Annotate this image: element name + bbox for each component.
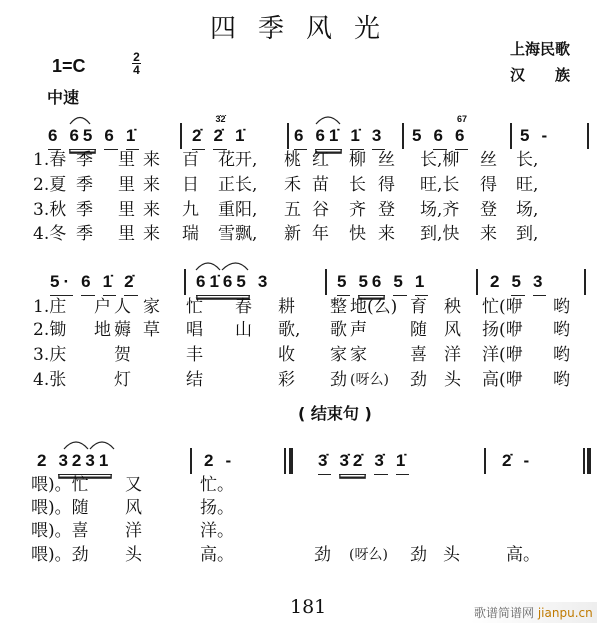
lyric-syllable: 扬。 xyxy=(200,498,234,518)
lyric-syllable: 快 xyxy=(349,224,366,244)
lyric-syllable: 随 xyxy=(410,320,427,340)
note-group xyxy=(81,272,94,296)
tempo-marking: 中速 xyxy=(47,88,80,107)
lyric-syllable: 哟 xyxy=(553,320,570,340)
grace-note: 67 xyxy=(456,114,467,124)
lyric-syllable: 场,齐 xyxy=(420,200,460,220)
lyric-syllable: 季 xyxy=(76,150,93,170)
lyric-syllable: 声 xyxy=(350,320,367,340)
lyric-syllable: 丰 xyxy=(186,345,203,365)
lyric-syllable: 收 xyxy=(278,345,295,365)
lyric-syllable: 来 xyxy=(143,200,160,220)
lyric-syllable: 4.冬 xyxy=(33,224,67,244)
lyric-syllable: 长,柳 xyxy=(420,150,460,170)
bar-line xyxy=(476,269,478,295)
lyric-syllable: 登 xyxy=(378,200,395,220)
note-group xyxy=(235,126,248,149)
note-text: 3̇ xyxy=(318,451,332,470)
note-text: 1̇ xyxy=(395,451,410,470)
lyric-syllable: 耕 xyxy=(278,297,295,317)
watermark-site: 歌谱简谱网 xyxy=(474,606,535,620)
note-text: 6 xyxy=(104,126,118,145)
note-group xyxy=(454,114,469,150)
note-group xyxy=(258,272,271,295)
bar-line xyxy=(325,269,327,295)
lyric-syllable: 2.锄 xyxy=(33,320,67,340)
note-group xyxy=(350,126,363,150)
note-group xyxy=(396,451,409,475)
bar-line xyxy=(587,123,589,149)
note-text: 2 xyxy=(204,451,218,470)
lyric-syllable: 季 xyxy=(76,224,93,244)
song-title: 四季风光 xyxy=(209,14,402,44)
note-text: 6 xyxy=(81,272,95,291)
lyric-syllable: 到, xyxy=(516,224,539,244)
lyric-syllable: 3.庆 xyxy=(33,345,67,365)
lyric-syllable: 哟 xyxy=(553,297,570,317)
note-text: 6 xyxy=(294,126,308,145)
lyric-syllable: 来 xyxy=(480,224,497,244)
lyric-syllable: 家 xyxy=(330,345,347,365)
lyric-syllable: 齐 xyxy=(349,200,366,220)
note-text: 61̇ xyxy=(315,126,343,145)
note-group xyxy=(533,272,546,296)
lyric-syllable: 哟 xyxy=(553,370,570,390)
bar-line xyxy=(484,448,486,474)
lyric-syllable: 头 xyxy=(444,370,461,390)
note-text: 2 xyxy=(37,451,51,470)
lyric-syllable: 劲 xyxy=(330,370,347,390)
note-text: 3 xyxy=(532,272,547,291)
note-text: 2̇ xyxy=(124,272,138,291)
note-text: 5· xyxy=(50,272,74,291)
lyric-syllable: 喜 xyxy=(410,345,427,365)
time-sig-top: 2 xyxy=(133,50,140,64)
song-ethnicity: 汉 族 xyxy=(510,66,571,84)
lyric-syllable: 苗 xyxy=(312,175,329,195)
note-group xyxy=(204,451,217,474)
measure xyxy=(48,126,147,150)
note-group xyxy=(104,126,117,150)
note-group xyxy=(511,272,524,296)
note-text: - xyxy=(541,126,552,145)
lyric-syllable: (呀么) xyxy=(349,547,388,563)
lyric-syllable: 季 xyxy=(76,175,93,195)
lyric-syllable: 得 xyxy=(378,175,395,195)
measure xyxy=(318,451,417,475)
lyric-syllable: 新 xyxy=(284,224,301,244)
note-group xyxy=(337,272,350,296)
lyric-syllable: 扬(咿 xyxy=(482,320,523,340)
note-text: 1̇ xyxy=(125,126,140,145)
lyric-syllable: 贺 xyxy=(114,345,131,365)
slur xyxy=(90,442,114,449)
note-group xyxy=(124,272,137,296)
measure xyxy=(520,126,559,149)
lyric-syllable: 旺,长 xyxy=(420,175,460,195)
lyric-syllable: 洋。 xyxy=(200,521,234,541)
lyric-syllable: 劲 xyxy=(410,545,427,565)
note-text: - xyxy=(225,451,236,470)
note-group xyxy=(213,114,227,150)
lyric-syllable: 谷 xyxy=(312,200,329,220)
measure xyxy=(192,114,256,150)
lyric-syllable: 地 xyxy=(94,320,111,340)
lyric-syllable: 高。 xyxy=(506,545,540,565)
lyric-syllable: 又 xyxy=(125,475,142,495)
note-text: 61̇65 xyxy=(196,272,250,291)
measure xyxy=(294,126,393,150)
lyric-syllable: 风 xyxy=(125,498,142,518)
lyric-syllable: 登 xyxy=(480,200,497,220)
time-sig-bottom: 4 xyxy=(133,63,140,77)
lyric-syllable: 忙 xyxy=(186,297,203,317)
note-text: 5 xyxy=(520,126,534,145)
lyric-syllable: 五 xyxy=(284,200,301,220)
note-group xyxy=(520,126,533,149)
lyric-syllable: 里 xyxy=(118,224,135,244)
lyric-syllable: 秧 xyxy=(444,297,461,317)
lyric-syllable: 来 xyxy=(143,224,160,244)
lyric-syllable: 4.张 xyxy=(33,370,67,390)
lyric-syllable: 家 xyxy=(143,297,160,317)
note-text: 3 xyxy=(257,272,272,291)
note-group xyxy=(192,126,205,150)
lyric-syllable: 头 xyxy=(443,545,460,565)
note-text: 56 xyxy=(358,272,386,291)
note-text: 2 xyxy=(490,272,504,291)
lyric-syllable: 来 xyxy=(143,150,160,170)
note-text: 1̇ xyxy=(234,126,249,145)
lyric-syllable: 瑞 xyxy=(182,224,199,244)
lyric-syllable: 春 xyxy=(235,297,252,317)
lyric-syllable: 场, xyxy=(516,200,539,220)
note-group xyxy=(103,272,116,296)
measure xyxy=(50,272,146,296)
note-text: 6 xyxy=(48,126,62,145)
measure xyxy=(204,451,243,474)
bar-line xyxy=(584,269,586,295)
note-text: 3 xyxy=(371,126,386,145)
note-text: 2̇ xyxy=(213,126,227,145)
lyric-syllable: 桃 xyxy=(284,150,301,170)
lyric-syllable: 2.夏 xyxy=(33,175,67,195)
note-text: 3231 xyxy=(58,451,113,470)
lyric-syllable: 1.春 xyxy=(33,150,67,170)
note-group xyxy=(48,126,61,150)
lyric-syllable: 风 xyxy=(444,320,461,340)
lyric-syllable: 歌, xyxy=(278,320,301,340)
lyric-syllable: 九 xyxy=(182,200,199,220)
lyric-syllable: 整 xyxy=(330,297,347,317)
note-text: 3̇ xyxy=(374,451,388,470)
measure xyxy=(196,272,279,296)
measure xyxy=(490,272,554,296)
lyric-syllable: 重阳, xyxy=(218,200,258,220)
bar-line xyxy=(180,123,182,149)
slur xyxy=(316,117,340,124)
note-group xyxy=(358,272,385,296)
note-group xyxy=(315,126,342,150)
bar-line xyxy=(587,448,591,474)
slur xyxy=(70,118,90,125)
lyric-syllable: 彩 xyxy=(278,370,295,390)
bar-line xyxy=(284,448,286,474)
bar-line xyxy=(510,123,512,149)
measure xyxy=(502,451,541,474)
bar-line xyxy=(190,448,192,474)
lyric-syllable: 丝 xyxy=(480,150,497,170)
lyric-syllable: 来 xyxy=(378,224,395,244)
lyric-syllable: 高。 xyxy=(200,545,234,565)
bar-line xyxy=(583,448,585,474)
lyric-syllable: (呀么) xyxy=(350,372,389,388)
lyric-syllable: 山 xyxy=(235,320,252,340)
note-group xyxy=(523,451,533,474)
note-group xyxy=(372,126,385,150)
note-text: 2̇ xyxy=(192,126,206,145)
lyric-syllable: 头 xyxy=(125,545,142,565)
lyric-syllable: 里 xyxy=(118,200,135,220)
lyric-syllable: 季 xyxy=(76,200,93,220)
watermark-domain: jianpu.cn xyxy=(537,606,593,620)
bar-line xyxy=(289,448,293,474)
note-text: 3̇2̇ xyxy=(339,451,367,470)
lyric-syllable: 1.庄 xyxy=(33,297,67,317)
lyric-syllable: 长, xyxy=(516,150,539,170)
lyric-syllable: 雪飘, xyxy=(218,224,258,244)
note-group xyxy=(415,272,428,296)
slur xyxy=(222,263,248,270)
measure xyxy=(337,272,436,296)
lyric-syllable: 里 xyxy=(118,175,135,195)
lyric-syllable: 旺, xyxy=(516,175,539,195)
slur xyxy=(196,263,220,270)
lyric-syllable: 正长, xyxy=(218,175,258,195)
note-group xyxy=(69,126,96,150)
page-number: 181 xyxy=(290,596,327,618)
slur xyxy=(64,442,88,449)
lyric-syllable: 年 xyxy=(312,224,329,244)
lyric-syllable: 草 xyxy=(143,320,160,340)
note-group xyxy=(58,451,112,475)
note-group xyxy=(433,126,446,150)
note-group xyxy=(412,126,425,149)
lyric-syllable: 洋(咿 xyxy=(482,345,523,365)
bar-line xyxy=(184,269,186,295)
note-group xyxy=(502,451,515,474)
note-text: 65 xyxy=(69,126,97,145)
measure xyxy=(37,451,120,475)
lyric-syllable: 歌 xyxy=(330,320,347,340)
lyric-syllable: 喂)。忙 xyxy=(31,475,89,495)
lyric-syllable: 丝 xyxy=(378,150,395,170)
lyric-syllable: 喂)。劲 xyxy=(31,545,89,565)
ending-section-label: ( 结束句 ) xyxy=(298,404,372,423)
note-text: 5 xyxy=(511,272,525,291)
lyric-syllable: 户 xyxy=(94,297,111,317)
lyric-syllable: 洋 xyxy=(444,345,461,365)
lyric-syllable: 喂)。随 xyxy=(31,498,89,518)
lyric-syllable: 唱 xyxy=(186,320,203,340)
note-group xyxy=(37,451,50,474)
note-text: 5 xyxy=(337,272,351,291)
grace-note: 3̇2̇ xyxy=(215,114,226,124)
lyric-syllable: 劲 xyxy=(314,545,331,565)
lyric-syllable: 高(咿 xyxy=(482,370,523,390)
note-text: 2̇ xyxy=(502,451,516,470)
bar-line xyxy=(402,123,404,149)
lyric-syllable: 育 xyxy=(410,297,427,317)
lyric-syllable: 来 xyxy=(143,175,160,195)
lyric-syllable: 灯 xyxy=(114,370,131,390)
lyric-syllable: 喂)。喜 xyxy=(31,521,89,541)
lyric-syllable: 家 xyxy=(350,345,367,365)
lyric-syllable: 到,快 xyxy=(420,224,460,244)
lyric-syllable: 地(么) xyxy=(350,297,398,317)
note-text: 6 xyxy=(454,126,469,145)
lyric-syllable: 薅 xyxy=(114,320,131,340)
lyric-syllable: 里 xyxy=(118,150,135,170)
note-group xyxy=(374,451,387,475)
lyric-syllable: 3.秋 xyxy=(33,200,67,220)
note-group xyxy=(294,126,307,150)
lyric-syllable: 长 xyxy=(349,175,366,195)
lyric-syllable: 忙(咿 xyxy=(482,297,523,317)
note-group xyxy=(225,451,235,474)
lyric-syllable: 花开, xyxy=(218,150,258,170)
lyric-syllable: 柳 xyxy=(349,150,366,170)
lyric-syllable: 红 xyxy=(312,150,329,170)
note-group xyxy=(541,126,551,149)
lyric-syllable: 禾 xyxy=(284,175,301,195)
note-text: - xyxy=(523,451,534,470)
note-text: 1̇ xyxy=(102,272,117,291)
note-group xyxy=(50,272,73,296)
lyric-syllable: 劲 xyxy=(410,370,427,390)
song-source: 上海民歌 xyxy=(510,40,571,58)
note-text: 1 xyxy=(414,272,429,291)
measure xyxy=(412,114,476,150)
note-text: 5 xyxy=(393,272,407,291)
key-label: 1=C xyxy=(52,56,86,76)
lyric-syllable: 百 xyxy=(182,150,199,170)
note-text: 5 xyxy=(412,126,426,145)
lyric-syllable: 哟 xyxy=(553,345,570,365)
note-text: 6 xyxy=(433,126,447,145)
note-group xyxy=(393,272,406,296)
note-group xyxy=(318,451,331,475)
lyric-syllable: 人 xyxy=(114,297,131,317)
lyric-syllable: 得 xyxy=(480,175,497,195)
lyric-syllable: 忙。 xyxy=(200,475,234,495)
note-group xyxy=(339,451,366,475)
lyric-syllable: 日 xyxy=(182,175,199,195)
bar-line xyxy=(287,123,289,149)
note-group xyxy=(196,272,250,296)
lyric-syllable: 洋 xyxy=(125,521,142,541)
note-group xyxy=(126,126,139,150)
lyric-syllable: 结 xyxy=(186,370,203,390)
note-text: 1̇ xyxy=(350,126,364,145)
note-group xyxy=(490,272,503,295)
